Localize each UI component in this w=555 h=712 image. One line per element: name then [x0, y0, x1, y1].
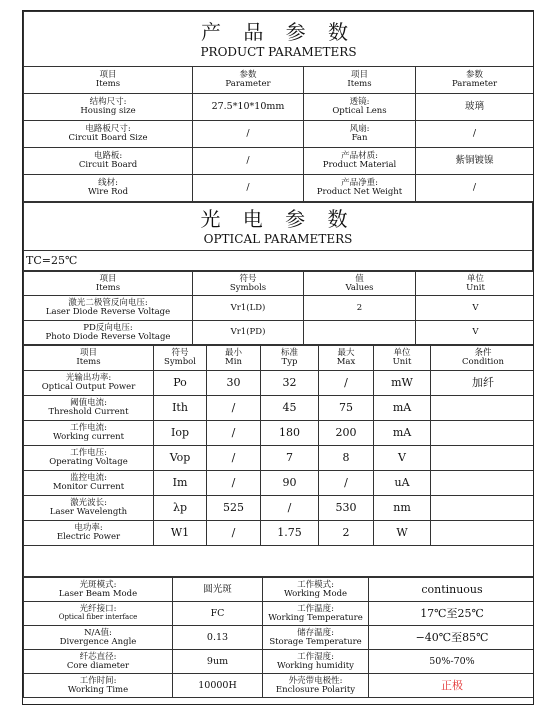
param-label: 电路板: Circuit Board: [24, 148, 193, 175]
param-value: 27.5*10*10mm: [193, 94, 304, 121]
param-value: 9um: [173, 650, 263, 674]
table-row: [24, 175, 534, 202]
table-row: [24, 578, 535, 602]
param-value: −40℃至85℃: [369, 626, 535, 650]
min-cell: /: [207, 396, 261, 421]
min-cell: /: [207, 521, 261, 546]
table-row: [24, 446, 535, 471]
table-row: [24, 471, 535, 496]
optical-title-en: OPTICAL PARAMETERS: [203, 232, 353, 247]
table-row: [24, 94, 534, 121]
spec-sheet: [22, 10, 534, 705]
product-header-row: [24, 67, 534, 94]
symbol-cell: Ith: [154, 396, 207, 421]
condition-cell: [431, 421, 535, 446]
symbol-cell: Im: [154, 471, 207, 496]
param-value: 紫铜镀镍: [416, 148, 534, 175]
reverse-voltage-table: [23, 271, 534, 345]
param-label: 外壳带电极性: Enclosure Polarity: [263, 674, 369, 698]
unit-cell: mW: [374, 371, 431, 396]
condition-cell: [431, 446, 535, 471]
param-label: 工作时间: Working Time: [24, 674, 173, 698]
min-cell: /: [207, 446, 261, 471]
max-cell: 8: [319, 446, 374, 471]
table-row: [24, 626, 535, 650]
typ-cell: 32: [261, 371, 319, 396]
param-value: /: [193, 121, 304, 148]
param-label: 监控电流: Monitor Current: [24, 471, 154, 496]
condition-cell: 加纤: [431, 371, 535, 396]
unit-cell: uA: [374, 471, 431, 496]
max-cell: 75: [319, 396, 374, 421]
param-label: 工作电压: Operating Voltage: [24, 446, 154, 471]
symbol-cell: λp: [154, 496, 207, 521]
unit-cell: V: [374, 446, 431, 471]
product-title: [24, 12, 534, 67]
param-label: 纤芯直径: Core diameter: [24, 650, 173, 674]
product-title-zh: 产 品 参 数: [200, 19, 357, 44]
param-label: PD反向电压: Photo Diode Reverse Voltage: [24, 321, 193, 345]
header-min: 最小 Min: [207, 346, 261, 371]
max-cell: /: [319, 371, 374, 396]
table-row: [24, 121, 534, 148]
electrical-header-row: [24, 346, 535, 371]
spacer-cell: [24, 546, 535, 577]
param-value: 10000H: [173, 674, 263, 698]
symbol-cell: Vr1(LD): [193, 296, 304, 321]
table-row: [24, 602, 535, 626]
condition-cell: [431, 471, 535, 496]
param-label: 透镜: Optical Lens: [304, 94, 416, 121]
max-cell: /: [319, 471, 374, 496]
symbol-cell: Vr1(PD): [193, 321, 304, 345]
header-parameter: 参数 Parameter: [416, 67, 534, 94]
param-label: 电功率: Electric Power: [24, 521, 154, 546]
condition-cell: [431, 396, 535, 421]
max-cell: 530: [319, 496, 374, 521]
header-values: 值 Values: [304, 272, 416, 296]
product-title-en: PRODUCT PARAMETERS: [200, 44, 357, 59]
unit-cell: V: [416, 321, 535, 345]
param-label: 电路板尺寸: Circuit Board Size: [24, 121, 193, 148]
min-cell: 525: [207, 496, 261, 521]
param-label: 线材: Wire Rod: [24, 175, 193, 202]
param-value: 50%-70%: [369, 650, 535, 674]
min-cell: /: [207, 471, 261, 496]
param-label: 激光波长: Laser Wavelength: [24, 496, 154, 521]
param-label: 风扇: Fan: [304, 121, 416, 148]
typ-cell: 90: [261, 471, 319, 496]
param-value: 圆光斑: [173, 578, 263, 602]
param-label: 工作电流: Working current: [24, 421, 154, 446]
header-items: 项目 Items: [24, 272, 193, 296]
param-label: 产品材质: Product Material: [304, 148, 416, 175]
table-row: [24, 674, 535, 698]
param-label: 阈值电流: Threshold Current: [24, 396, 154, 421]
param-label: 激光二极管反向电压: Laser Diode Reverse Voltage: [24, 296, 193, 321]
bottom-table: [23, 577, 534, 698]
optical-title-table: [23, 202, 533, 271]
value-cell: 2: [304, 296, 416, 321]
param-label: 工作湿度: Working humidity: [263, 650, 369, 674]
header-condition: 条件 Condition: [431, 346, 535, 371]
unit-cell: mA: [374, 396, 431, 421]
header-unit: 单位 Unit: [374, 346, 431, 371]
param-label: 光斑模式: Laser Beam Mode: [24, 578, 173, 602]
symbol-cell: W1: [154, 521, 207, 546]
header-items: 项目 Items: [304, 67, 416, 94]
table-row: [24, 421, 535, 446]
header-parameter: 参数 Parameter: [193, 67, 304, 94]
header-items: 项目 Items: [24, 67, 193, 94]
unit-cell: mA: [374, 421, 431, 446]
unit-cell: nm: [374, 496, 431, 521]
table-row: [24, 321, 535, 345]
symbol-cell: Po: [154, 371, 207, 396]
param-value: 玻璃: [416, 94, 534, 121]
table-row: [24, 650, 535, 674]
param-value: /: [193, 148, 304, 175]
param-value: FC: [173, 602, 263, 626]
param-label: 工作温度: Working Temperature: [263, 602, 369, 626]
param-value: /: [193, 175, 304, 202]
table-row: [24, 496, 535, 521]
param-label: 光输出功率: Optical Output Power: [24, 371, 154, 396]
param-label: 光纤接口: Optical fiber interface: [24, 602, 173, 626]
typ-cell: 7: [261, 446, 319, 471]
condition-cell: [431, 521, 535, 546]
symbol-cell: Iop: [154, 421, 207, 446]
header-max: 最大 Max: [319, 346, 374, 371]
header-items: 项目 Items: [24, 346, 154, 371]
reverse-header-row: [24, 272, 535, 296]
table-row: [24, 396, 535, 421]
param-value: /: [416, 175, 534, 202]
min-cell: /: [207, 421, 261, 446]
param-value: continuous: [369, 578, 535, 602]
min-cell: 30: [207, 371, 261, 396]
unit-cell: V: [416, 296, 535, 321]
max-cell: 200: [319, 421, 374, 446]
product-parameters-table: [23, 11, 534, 202]
header-symbol: 符号 Symbol: [154, 346, 207, 371]
value-cell: [304, 321, 416, 345]
typ-cell: 1.75: [261, 521, 319, 546]
param-value: 0.13: [173, 626, 263, 650]
param-label: 产品净重: Product Net Weight: [304, 175, 416, 202]
param-label: 储存温度: Storage Temperature: [263, 626, 369, 650]
param-label: N/A值: Divergence Angle: [24, 626, 173, 650]
typ-cell: /: [261, 496, 319, 521]
polarity-value: 正极: [369, 674, 535, 698]
table-row: [24, 296, 535, 321]
test-condition: TC=25℃: [24, 251, 533, 271]
optical-title: [24, 203, 533, 251]
param-value: /: [416, 121, 534, 148]
table-row: [24, 148, 534, 175]
electrical-table: [23, 345, 534, 577]
max-cell: 2: [319, 521, 374, 546]
typ-cell: 180: [261, 421, 319, 446]
header-symbols: 符号 Symbols: [193, 272, 304, 296]
param-label: 结构尺寸: Housing size: [24, 94, 193, 121]
table-row: [24, 371, 535, 396]
header-unit: 单位 Unit: [416, 272, 535, 296]
symbol-cell: Vop: [154, 446, 207, 471]
param-value: 17℃至25℃: [369, 602, 535, 626]
spacer-row: [24, 546, 535, 577]
condition-cell: [431, 496, 535, 521]
table-row: [24, 521, 535, 546]
unit-cell: W: [374, 521, 431, 546]
typ-cell: 45: [261, 396, 319, 421]
optical-title-zh: 光 电 参 数: [200, 207, 356, 232]
param-label: 工作模式: Working Mode: [263, 578, 369, 602]
header-typ: 标准 Typ: [261, 346, 319, 371]
